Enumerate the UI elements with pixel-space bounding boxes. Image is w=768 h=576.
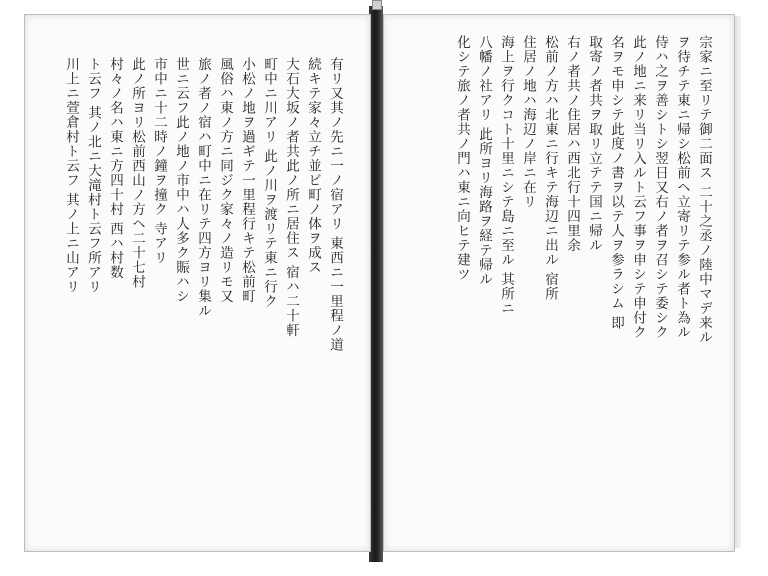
text-column: 右ノ者共ノ住居ハ西北行十四里余: [564, 35, 580, 253]
text-column: 村々ノ名ハ東ニ方四十村 西ハ村数: [107, 57, 123, 280]
text-column: ト云フ 其ノ北ニ大滝村ト云フ所アリ: [85, 57, 101, 295]
text-column: 住居ノ地ハ海辺ノ岸ニ在リ: [520, 35, 536, 209]
text-column: 風俗ハ東ノ方ニ同ジク家々ノ造リモ又: [217, 57, 233, 304]
text-column: 世ニ云フ此ノ地ノ市中ハ人多ク賑ハシ: [173, 57, 189, 304]
text-column: 化シテ旅ノ者共ノ門ハ東ニ向ヒテ建ツ: [454, 35, 470, 282]
left-page: [24, 14, 371, 552]
text-column: 松前ノ方ハ北東ニ行キテ海辺ニ出ル 宿所: [542, 35, 558, 302]
text-column: 取寄ノ者共ヲ取リ立テテ国ニ帰ル: [586, 35, 602, 253]
book-gutter: [369, 6, 383, 562]
text-column: 有リ又其ノ先ニ一ノ宿アリ 東西ニ一里程ノ道: [327, 57, 343, 353]
binding-clip: [372, 0, 382, 10]
text-column: 大石大坂ノ者共此ノ所ニ居住ス 宿ハ二十軒: [283, 57, 299, 338]
text-column: 町中ニ川アリ 此ノ川ヲ渡リテ東ニ行ク: [261, 57, 277, 309]
text-column: 市中ニ十二時ノ鐘ヲ撞ク 寺アリ: [151, 57, 167, 266]
text-column: ヲ待チテ東ニ帰シ松前ヘ立寄リテ参ル者ト為ル: [674, 35, 690, 340]
text-column: 此ノ地ニ来リ当リ入ルト云フ事ヲ申シテ申付ク: [630, 35, 646, 340]
text-column: 海上ヲ行クコト十里ニシテ島ニ至ル 其所ニ: [498, 35, 514, 316]
text-column: 名ヲモ申シテ此度ノ書ヲ以テ人ヲ参ラシム 即: [608, 35, 624, 331]
text-column: 小松ノ地ヲ過ギテ一里程行キテ松前町: [239, 57, 255, 304]
text-column: 旅ノ者ノ宿ハ町中ニ在リテ四方ヨリ集ル: [195, 57, 211, 318]
text-column: 八幡ノ社アリ 此所ヨリ海路ヲ経テ帰ル: [476, 35, 492, 287]
text-column: 此ノ所ヨリ松前西山ノ方ヘ二十七村: [129, 57, 145, 289]
text-column: 侍ハ之ヲ善シトシ翌日又右ノ者ヲ召シテ委シク: [652, 35, 668, 340]
right-page: [383, 14, 735, 552]
text-column: 続キテ家々立チ並ビ町ノ体ヲ成ス: [305, 57, 321, 275]
text-column: 宗家ニ至リテ御二面ス 二十之丞ノ陸中マデ来ル: [696, 35, 712, 345]
text-column: 川上ニ萱倉村ト云フ 其ノ上ニ山アリ: [63, 57, 79, 295]
